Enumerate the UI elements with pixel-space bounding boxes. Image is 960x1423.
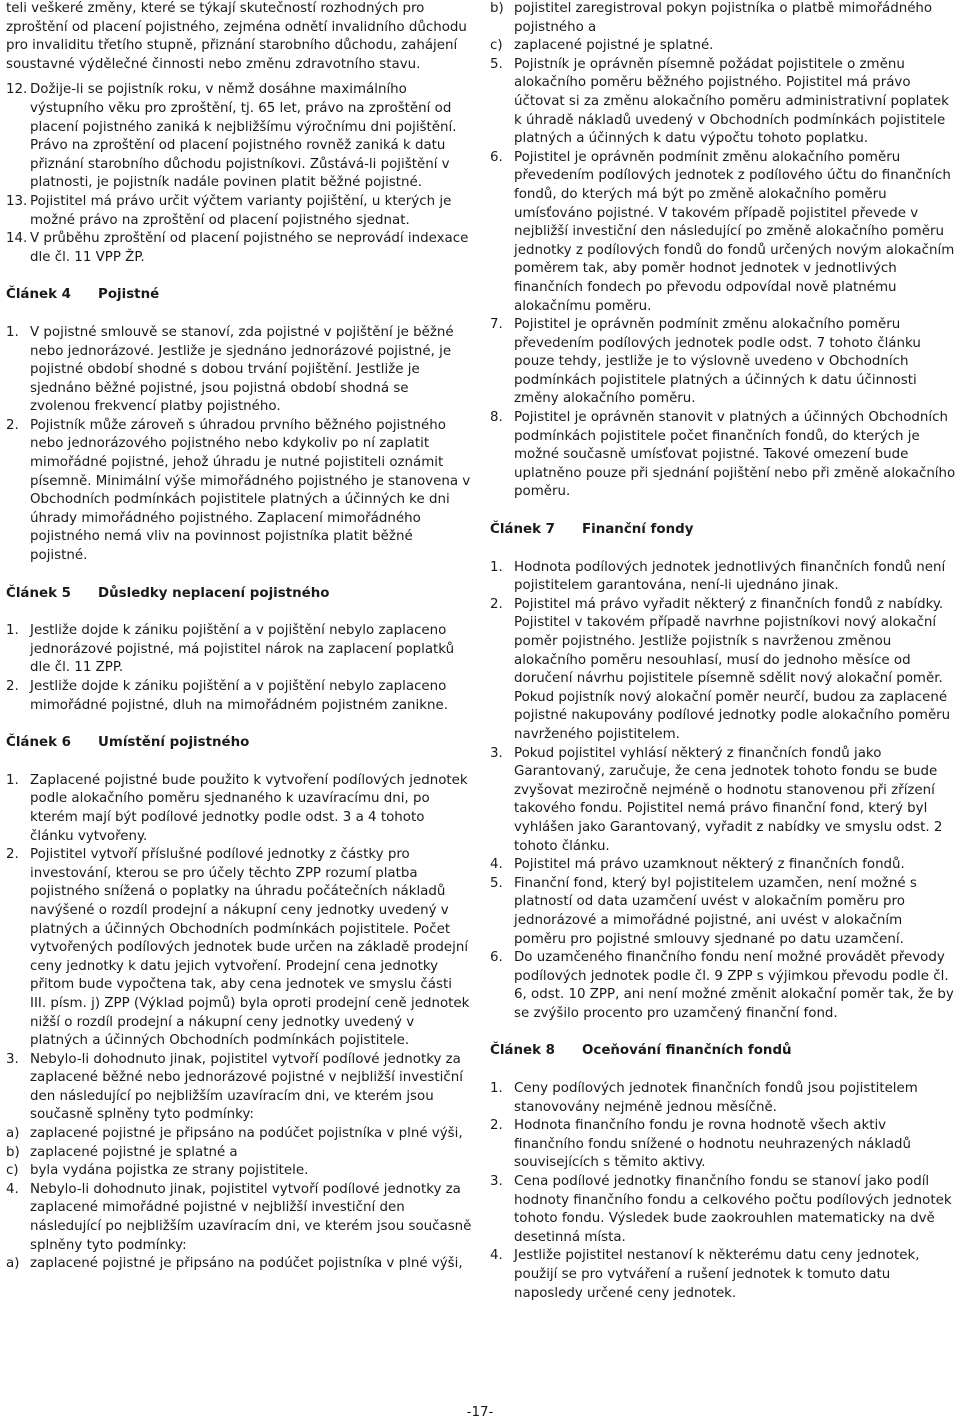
list-item <box>490 1247 956 1303</box>
item-text: Do uzamčeného finančního fondu není možné provádět převody podílových jednotek podle čl. 9 ZPP s výjimkou převodu podle čl. 6, odst. 10 ZPP, ani není možné změnit alokační poměr tak, že by se zvýšilo procento pro uzamčený finanční fond. <box>514 950 954 1021</box>
sub-item <box>6 1144 472 1163</box>
article-8-list <box>490 1080 956 1303</box>
sub-item-letter: c) <box>6 1163 19 1179</box>
right-column <box>490 0 956 1303</box>
item-text: V průběhu zproštění od placení pojistného se neprovádí indexace dle čl. 11 VPP ŽP. <box>30 231 469 265</box>
list-item <box>6 230 472 267</box>
article-6-list-cont <box>490 56 956 502</box>
article-7-heading <box>490 521 956 540</box>
list-item <box>490 856 956 875</box>
sub-item <box>6 1125 472 1144</box>
sub-item-letter: a) <box>6 1126 20 1142</box>
list-item <box>490 316 956 409</box>
sub-item-text: byla vydána pojistka ze strany pojistitele. <box>30 1163 309 1179</box>
item-number: 13. <box>6 193 28 209</box>
item-number: 4. <box>490 857 503 873</box>
list-item <box>6 324 472 417</box>
item-text: Hodnota finančního fondu je rovna hodnotě všech aktiv finančního fondu snížené o hodnotu neuhrazených nákladů souvisejících s těmito aktivy. <box>514 1118 912 1171</box>
list-item <box>490 949 956 1023</box>
item-number: 2. <box>490 1118 503 1134</box>
item-number: 1. <box>490 1081 503 1097</box>
item-number: 2. <box>6 417 19 433</box>
sub-item-letter: b) <box>490 1 504 16</box>
item-text: Pojistitel je oprávněn podmínit změnu alokačního poměru převedením podílových jednotek podle odst. 7 tohoto článku pouze tehdy, jestliže je to výslovně uvedeno v Obchodních podmínkách pojistitele platných a účinných k datu účinnosti změny alokačního poměru. <box>514 317 921 407</box>
list-item <box>490 1117 956 1173</box>
list-item <box>6 417 472 566</box>
list-item <box>6 81 472 193</box>
list-item <box>6 1051 472 1181</box>
item-text: Cena podílové jednotky finančního fondu se stanoví jako podíl hodnoty finančního fondu a celkového počtu podílových jednotek tohoto fondu. Výsledek bude zaokrouhlen matematicky na dvě desetinná místa. <box>514 1174 952 1245</box>
item-text: Pojistník je oprávněn písemně požádat pojistitele o změnu alokačního poměru běžného pojistného. Pojistitel má právo účtovat si za změnu alokačního poměru administrativní poplatek k úhradě nákladů uvedený v Obchodních podmínkách pojistitele platných a účinných k datu výpočtu tohoto poplatku. <box>514 56 949 147</box>
item-number: 1. <box>6 623 19 639</box>
article-title: Pojistné <box>98 287 160 303</box>
sub-item-letter: c) <box>490 38 503 54</box>
item-number: 8. <box>490 410 503 426</box>
article-label: Článek 6 <box>6 735 71 751</box>
sub-item-letter: a) <box>6 1256 20 1272</box>
item-text: Pokud pojistitel vyhlásí některý z finančních fondů jako Garantovaný, zaručuje, že cena jednotek tohoto fondu se bude zvyšovat meziročně nejméně o hodnotu stanovenou při zřízení takového fondu. Pojistitel nemá právo finanční fond, který byl vyhlášen jako Garantovaný, vyřadit z nabídky ve smyslu odst. 2 tohoto článku. <box>514 745 943 854</box>
item-number: 14. <box>6 231 28 247</box>
item-number: 4. <box>6 1181 19 1197</box>
item-number: 6. <box>490 950 503 966</box>
item-text: Pojistník může zároveň s úhradou prvního běžného pojistného nebo jednorázového pojistného nebo kdykoliv po ní zaplatit mimořádné pojistné, jehož úhradu je nutné pojistiteli oznámit písemně. Minimální výše mimořádného pojistného je stanovena v Obchodních podmínkách pojistitele platných a účinných ke dni úhrady mimořádného pojistného. Zaplacení mimořádného pojistného nemá vliv na povinnost pojistníka platit běžné pojistné. <box>30 417 471 564</box>
item-number: 1. <box>6 772 19 788</box>
item-text: Pojistitel má právo vyřadit některý z finančních fondů z nabídky. Pojistitel v takovém případě navrhne pojistníkovi nový alokační poměr pojistného. Jestliže pojistník s navrženou změnou alokačního poměru nesouhlasí, musí do jednoho měsíce od doručení návrhu pojistitele písemně sdělit nový alokační poměr. Pokud pojistník nový alokační poměr neurčí, budou za zaplacené pojistné nakupovány podílové jednotky podle alokačního poměru navrženého pojistitelem. <box>514 596 951 742</box>
item-number: 3. <box>490 745 503 761</box>
item-text: Finanční fond, který byl pojistitelem uzamčen, není možné s platností od data uzamčení uvést v alokačním poměru pro jednorázové a mimořádné pojistné, ani uvést v alokačním poměru pro pojistné smlouvy sjednané po datu uzamčení. <box>514 875 917 947</box>
item-text: Jestliže dojde k zániku pojištění a v pojištění nebylo zaplaceno jednorázové pojistné, má pojistitel nárok na zaplacení poplatků dle čl. 11 ZPP. <box>30 623 455 676</box>
list-item <box>6 846 472 1051</box>
list-item <box>490 875 956 949</box>
list-item <box>6 772 472 846</box>
sub-item-text: zaplacené pojistné je připsáno na podúčet pojistníka v plné výši, <box>30 1126 463 1142</box>
article-title: Umístění pojistného <box>98 735 250 751</box>
list-item <box>490 1080 956 1117</box>
list-item <box>490 56 956 149</box>
list-item <box>490 149 956 316</box>
item-number: 3. <box>490 1174 503 1190</box>
article-4-list <box>6 324 472 566</box>
article-title: Oceňování finančních fondů <box>582 1043 792 1059</box>
left-column <box>6 0 472 1274</box>
item-number: 7. <box>490 317 503 333</box>
article-title: Důsledky neplacení pojistného <box>98 585 330 601</box>
list-item <box>490 596 956 745</box>
sub-item-text: pojistitel zaregistroval pokyn pojistníka o platbě mimořádného pojistného a <box>514 1 933 35</box>
item-number: 2. <box>6 679 19 694</box>
item-text: Pojistitel je oprávněn podmínit změnu alokačního poměru převedením podílových jednotek z podílového účtu do finančních fondů, do kterých má být po změně alokačního poměru umísťováno pojistné. V takovém případě pojistitel převede v nejbližší investiční den následující po změně alokačního poměru jednotky z podílových fondů do fondů určených novým alokačním poměrem tak, aby poměr hodnot jednotek v jednotlivých finančních fondech po převodu odpovídal nově platnému alokačnímu poměru. <box>514 149 955 314</box>
item-text: Jestliže dojde k zániku pojištění a v pojištění nebylo zaplaceno mimořádné pojistné, dluh na mimořádném pojistném zanikne. <box>30 679 448 713</box>
item-text: Zaplacené pojistné bude použito k vytvoření podílových jednotek podle alokačního poměru sjednaného k uzavíracímu dni, po kterém mají být podílové jednotky podle odst. 3 a 4 tohoto článku vytvořeny. <box>30 772 468 844</box>
item-text: V pojistné smlouvě se stanoví, zda pojistné v pojištění je běžné nebo jednorázové. Jestliže je sjednáno jednorázové pojistné, je pojistné období shodné s dobou trvání pojištění. Jestliže je sjednáno běžné pojistné, jsou pojistná období shodná se zvolenou frekvencí platby pojistného. <box>30 324 454 415</box>
article-title: Finanční fondy <box>582 522 694 538</box>
article-6-list <box>6 772 472 1274</box>
article-4-heading <box>6 286 472 305</box>
item-number: 12. <box>6 82 28 98</box>
page-number: -17- <box>466 1405 494 1420</box>
article-label: Článek 4 <box>6 287 71 303</box>
sub-item-text: zaplacené pojistné je připsáno na podúčet pojistníka v plné výši, <box>30 1256 463 1272</box>
item-number: 2. <box>490 596 503 612</box>
sub-item <box>6 1162 472 1181</box>
item-number: 1. <box>490 559 503 575</box>
list-item <box>6 1181 472 1274</box>
item-number: 5. <box>490 875 503 891</box>
list-item <box>490 409 956 502</box>
list-item <box>490 559 956 596</box>
item-text: Pojistitel má právo určit výčtem varianty pojištění, u kterých je možné právo na zproštění od placení pojistného sjednat. <box>30 193 452 228</box>
list-art3-end <box>6 81 472 267</box>
article-5-heading <box>6 585 472 604</box>
item-text: Jestliže pojistitel nestanoví k některému datu ceny jednotek, použijí se pro vytváření a rušení jednotek k tomuto datu naposledy určené ceny jednotek. <box>514 1248 920 1301</box>
sub-item-text: zaplacené pojistné je splatné. <box>514 38 714 54</box>
article-label: Článek 7 <box>490 522 555 538</box>
item-text: Ceny podílových jednotek finančních fondů jsou pojistitelem stanovovány nejméně jednou měsíčně. <box>514 1081 918 1115</box>
item-text: Pojistitel je oprávněn stanovit v platných a účinných Obchodních podmínkách pojistitele počet finančních fondů, do kterých je možné současně umísťovat pojistné. Takové omezení bude uplatněno pouze při sjednání pojištění nebo při změně alokačního poměru. <box>514 410 956 500</box>
item-number: 2. <box>6 847 19 863</box>
item-text: Pojistitel vytvoří příslušné podílové jednotky z částky pro investování, kterou se pro účely těchto ZPP rozumí platba pojistného snížená o poplatky na úhradu počátečních nákladů navýšené o rozdíl prodejní a nákupní ceny jednotky uvedený v platných a účinných Obchodních podmínkách pojistitele. Počet vytvořených podílových jednotek bude určen na základě prodejní ceny jednotky k datu jejich vytvoření. Prodejní cena jednotky přitom bude vypočtena tak, aby cena jednotek ve smyslu části III. písm. j) ZPP (Výklad pojmů) byla oproti prodejní ceně jednotek nižší o rozdíl prodejní a nákupní ceny jednotky uvedený v platných a účinných Obchodních podmínkách pojistitele. <box>30 847 470 1049</box>
item-text: Hodnota podílových jednotek jednotlivých finančních fondů není pojistitelem garantována, není-li ujednáno jinak. <box>514 559 946 594</box>
sub-item-letter: b) <box>6 1144 20 1160</box>
list-item <box>490 745 956 857</box>
item-number: 4. <box>490 1248 503 1264</box>
list-item <box>6 193 472 230</box>
item-text: Nebylo-li dohodnuto jinak, pojistitel vytvoří podílové jednotky za zaplacené mimořádné pojistné v nejbližší investiční den následující po nejbližším uzavíracím dni, ve kterém jsou současně splněny tyto podmínky: <box>30 1181 472 1253</box>
list-item <box>6 622 472 678</box>
paragraph-continuation: teli veškeré změny, které se týkají skutečností rozhodných pro zproštění od placení pojistného, zejména odnětí invalidního důchodu pro invaliditu třetího stupně, přiznání starobního důchodu, zahájení soustavné výdělečné činnosti nebo změnu zdravotního stavu. <box>6 1 467 72</box>
article-5-list <box>6 622 472 715</box>
item-text: Pojistitel má právo uzamknout některý z finančních fondů. <box>514 857 905 873</box>
article-8-heading <box>490 1042 956 1061</box>
article-label: Článek 5 <box>6 585 71 601</box>
item-number: 5. <box>490 56 503 72</box>
item-number: 3. <box>6 1051 19 1067</box>
article-6-heading <box>6 734 472 753</box>
list-item <box>490 1173 956 1247</box>
article-label: Článek 8 <box>490 1043 555 1059</box>
sub-item <box>490 0 956 37</box>
item-text: Dožije-li se pojistník roku, v němž dosáhne maximálního výstupního věku pro zproštění, tj. 65 let, právo na zproštění od placení pojistného zaniká k nejbližšímu výročnímu dni pojištění. Právo na zproštění od placení pojistného rovněž zaniká k datu přiznání starobního důchodu pojistníkovi. Zůstává-li pojištění v platnosti, je pojistník nadále povinen platit běžné pojistné. <box>30 82 457 191</box>
item-number: 1. <box>6 324 19 340</box>
sub-item <box>490 37 956 56</box>
item-text: Nebylo-li dohodnuto jinak, pojistitel vytvoří podílové jednotky za zaplacené běžné nebo jednorázové pojistné v nejbližší investiční den následující po nejbližším uzavíracím dni, ve kterém jsou současně splněny tyto podmínky: <box>30 1051 463 1123</box>
item-number: 6. <box>490 149 503 165</box>
article-7-list <box>490 559 956 1024</box>
sub-item <box>6 1255 472 1274</box>
list-item <box>6 678 472 715</box>
sub-item-text: zaplacené pojistné je splatné a <box>30 1144 238 1160</box>
